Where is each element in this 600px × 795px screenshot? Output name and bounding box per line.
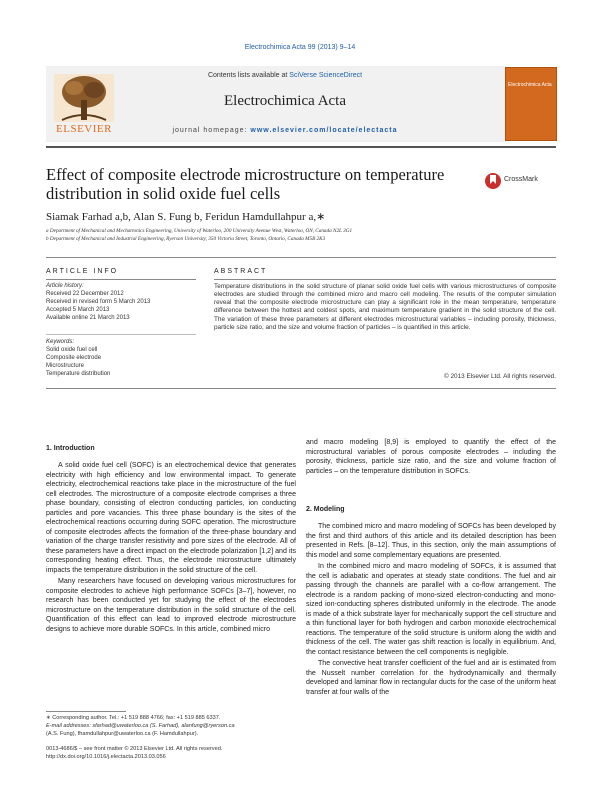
keyword-item: Composite electrode bbox=[46, 355, 102, 361]
history-accepted: Accepted 5 March 2013 bbox=[46, 307, 110, 313]
crossmark-icon bbox=[484, 172, 502, 190]
abstract-bottom-rule bbox=[46, 388, 556, 389]
article-info-heading: ARTICLE INFO bbox=[46, 268, 119, 275]
abstract-copyright: © 2013 Elsevier Ltd. All rights reserved. bbox=[444, 373, 556, 380]
header-rule bbox=[46, 146, 556, 148]
journal-citation[interactable]: Electrochimica Acta 99 (2013) 9–14 bbox=[244, 44, 356, 51]
intro-paragraph-1: A solid oxide fuel cell (SOFC) is an electrochemical device that generates electricity with high efficiency and low environmental impact. To generate electricity, electrochemical reactions take place in the microstructure of the fuel cell electrodes. The microstructure of a composite electrode comprises a three phase boundary, consisting of electron conducting particles, ion conducting particles and pore vacancies. This three phase boundary is the sites of the electrochemical reactions occurring during SOFC operation. The microstructure of composite electrodes affects the formation of the three-phase boundary and variation of the charge transfer resistivity and pore sizes of the electrode. All of these parameters have a direct impact on the electrode polarization [1,2] and its corresponding heating effect. Thus, the electrode microstructure ultimately impacts the temperature distribution in the solid structure of the cell. bbox=[46, 462, 296, 574]
journal-cover-thumbnail bbox=[505, 67, 557, 141]
journal-homepage bbox=[130, 127, 440, 134]
intro-heading: 1. Introduction bbox=[46, 445, 95, 452]
affiliation-a: a Department of Mechanical and Mechatronics Engineering, University of Waterloo, 200 University Avenue West, Waterloo, ON, Canada N2L 3G1 bbox=[46, 228, 353, 234]
keywords-label: Keywords: bbox=[46, 339, 75, 345]
article-info-rule bbox=[46, 279, 196, 280]
publisher-name: ELSEVIER bbox=[56, 123, 112, 135]
affiliation-b: b Department of Mechanical and Industrial Engineering, Ryerson University, 350 Victoria Street, Toronto, Ontario, Canada M5B 2K3 bbox=[46, 236, 326, 242]
contents-prefix: Contents lists available at bbox=[207, 72, 290, 79]
modeling-paragraph-3: The convective heat transfer coefficient of the fuel and air is estimated from the Nusselt number correlation for the hydrodynamically and thermally developed and laminar flow in rectangular ducts for the case of the uniform heat transfer at four walls of the bbox=[306, 660, 556, 696]
history-received: Received 22 December 2012 bbox=[46, 291, 124, 297]
history-label: Article history: bbox=[46, 283, 84, 289]
affiliation-rule bbox=[46, 257, 556, 258]
sciencedirect-link[interactable]: SciVerse ScienceDirect bbox=[289, 72, 363, 79]
left-column bbox=[46, 461, 296, 634]
article-authors: Siamak Farhad a,b, Alan S. Fung b, Feridun Hamdullahpur a,∗ bbox=[46, 211, 326, 223]
keyword-item: Microstructure bbox=[46, 363, 85, 369]
keyword-item: Solid oxide fuel cell bbox=[46, 347, 98, 353]
right-paragraph-1: and macro modeling [8,9] is employed to quantify the effect of the microstructural variables of porous composite electrodes – including the porosity, thickness, particle size ratio, and the size and volume fraction of particles – on the temperature distribution in SOFCs. bbox=[306, 439, 556, 475]
crossmark-label: CrossMark bbox=[504, 176, 538, 183]
keywords-rule bbox=[46, 334, 196, 335]
keyword-item: Temperature distribution bbox=[46, 371, 111, 377]
journal-name: Electrochimica Acta bbox=[223, 93, 347, 109]
issn-line: 0013-4686/$ – see front matter © 2013 Elsevier Ltd. All rights reserved. bbox=[46, 746, 223, 752]
corresponding-author: ∗ Corresponding author. Tel.: +1 519 888 4766; fax: +1 519 885 6337. bbox=[46, 715, 221, 721]
modeling-paragraph-2: In the combined micro and macro modeling of SOFCs, it is assumed that the cell is adiabatic and operates at steady state conditions. The fuel and air passing through the channels are parallel with a co-flow arrangement. The electrode is a random packing of mono-sized electron-conducting and mono-sized ion-conducting spheres distributed uniformly in the electrode. The anode is made of a thick substrate layer for mechanically support the cell structure and a thin functional layer for both hydrogen and carbon monoxide electrochemical reactions. The temperature of the solid structure is uniform along the width and thickness of the cell. The water gas shift reaction is locally in equilibrium. And, the contact resistance between the cell components is negligible. bbox=[306, 563, 556, 656]
footnote-rule bbox=[46, 711, 126, 712]
contents-line bbox=[130, 72, 440, 79]
abstract-rule bbox=[214, 279, 556, 280]
email-addresses-cont: (A.S. Fung), fhamdullahpur@uwaterloo.ca (F. Hamdullahpur). bbox=[46, 731, 199, 737]
abstract-heading: ABSTRACT bbox=[214, 268, 268, 275]
cover-title: Electrochimica Acta bbox=[508, 82, 552, 88]
modeling-paragraph-1: The combined micro and macro modeling of SOFCs has been developed by the first and third authors of this article and its detailed description has been presented in Refs. [8–12]. Thus, in this section, only the main assumptions of this model and some complementary equations are presented. bbox=[306, 523, 556, 559]
history-revised: Received in revised form 5 March 2013 bbox=[46, 299, 151, 305]
history-online: Available online 21 March 2013 bbox=[46, 315, 130, 321]
doi-link[interactable]: http://dx.doi.org/10.1016/j.electacta.2013.03.056 bbox=[46, 754, 166, 760]
article-title: Effect of composite electrode microstructure on temperature distribution in solid oxide fuel cells bbox=[46, 165, 445, 203]
crossmark-badge[interactable] bbox=[484, 172, 554, 192]
modeling-column bbox=[306, 522, 556, 697]
modeling-heading: 2. Modeling bbox=[306, 506, 345, 513]
intro-paragraph-2: Many researchers have focused on developing various microstructures for composite electrodes to achieve high performance SOFCs [3–7], however, no research has been conducted yet for studying the effect of the electrodes microstructure on the temperature distribution in the solid structure of the cell. Quantification of this effect can lead to improved electrode microstructure designs to achieve more durable SOFCs. In this article, combined micro bbox=[46, 578, 296, 633]
abstract-text: Temperature distributions in the solid structure of planar solid oxide fuel cells with various microstructures of composite electrodes are studied through the combined micro and macro cell modeling. The results of the computer simulation reveal that the composite electrode microstructure can play a significant role in the mean temperature, temperature difference between the hottest and coldest spots, and maximum temperature gradient in the solid structure of the cell. The variation of these three parameters at different electrodes microstructural variables – including porosity, thickness, particle size ratio, and the size and volume fraction of particles – is quantified in this article. bbox=[214, 283, 556, 331]
homepage-prefix: journal homepage: bbox=[172, 127, 251, 134]
email-addresses[interactable]: E-mail addresses: sfarhad@uwaterloo.ca (S. Farhad), alanfung@ryerson.ca bbox=[46, 723, 235, 729]
right-column bbox=[306, 438, 556, 476]
homepage-link[interactable]: www.elsevier.com/locate/electacta bbox=[250, 127, 398, 134]
